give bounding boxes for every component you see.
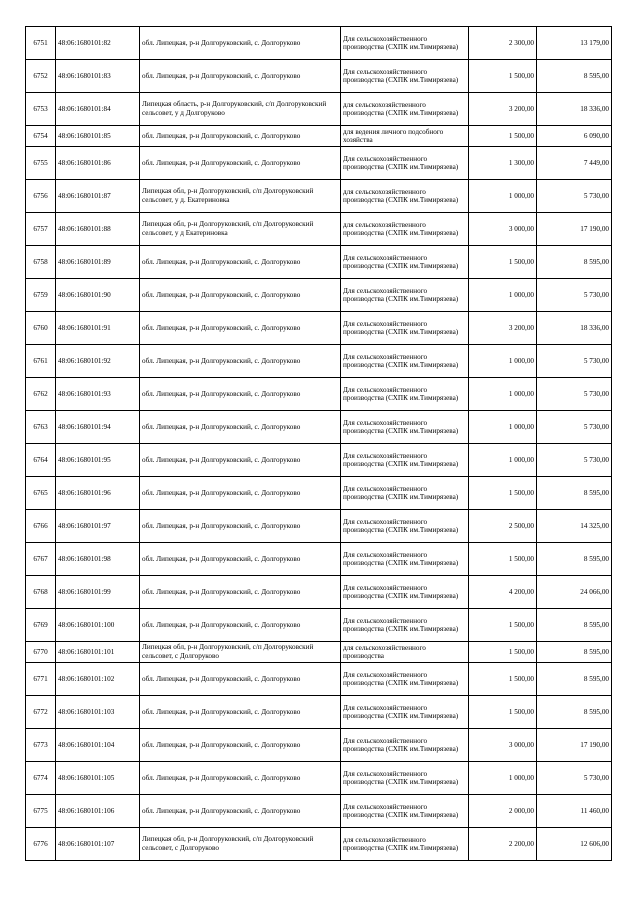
address: обл. Липецкая, р-н Долгоруковский, с. Долгоруково: [140, 729, 341, 762]
permitted-use: Для сельскохозяйственного производства (СХПК им.Тимирязева): [341, 345, 469, 378]
cadastral-value: 8 595,00: [537, 663, 612, 696]
row-number: 6769: [26, 609, 56, 642]
row-number: 6752: [26, 60, 56, 93]
table-row: [26, 345, 612, 378]
cadastral-number: 48:06:1680101:99: [56, 576, 140, 609]
land-parcel-table-page: [25, 26, 611, 861]
row-number: 6775: [26, 795, 56, 828]
permitted-use: Для сельскохозяйственного производства (СХПК им.Тимирязева): [341, 762, 469, 795]
table-row: [26, 279, 612, 312]
address: Липецкая обл, р-н Долгоруковский, с/п Долгоруковский сельсовет, у д. Екатериновка: [140, 180, 341, 213]
table-row: [26, 126, 612, 147]
area: 1 500,00: [469, 642, 537, 663]
area: 2 000,00: [469, 795, 537, 828]
cadastral-number: 48:06:1680101:107: [56, 828, 140, 861]
cadastral-value: 5 730,00: [537, 279, 612, 312]
table-row: [26, 411, 612, 444]
row-number: 6774: [26, 762, 56, 795]
area: 1 000,00: [469, 762, 537, 795]
cadastral-number: 48:06:1680101:95: [56, 444, 140, 477]
cadastral-number: 48:06:1680101:92: [56, 345, 140, 378]
cadastral-number: 48:06:1680101:105: [56, 762, 140, 795]
cadastral-value: 24 066,00: [537, 576, 612, 609]
table-row: [26, 576, 612, 609]
cadastral-value: 8 595,00: [537, 696, 612, 729]
cadastral-value: 17 190,00: [537, 729, 612, 762]
area: 3 200,00: [469, 93, 537, 126]
cadastral-value: 18 336,00: [537, 93, 612, 126]
cadastral-number: 48:06:1680101:84: [56, 93, 140, 126]
address: обл. Липецкая, р-н Долгоруковский, с. Долгоруково: [140, 246, 341, 279]
cadastral-value: 5 730,00: [537, 762, 612, 795]
cadastral-number: 48:06:1680101:98: [56, 543, 140, 576]
row-number: 6773: [26, 729, 56, 762]
row-number: 6764: [26, 444, 56, 477]
cadastral-value: 11 460,00: [537, 795, 612, 828]
address: Липецкая обл, р-н Долгоруковский, с/п Долгоруковский сельсовет, с Долгоруково: [140, 828, 341, 861]
row-number: 6762: [26, 378, 56, 411]
row-number: 6757: [26, 213, 56, 246]
address: обл. Липецкая, р-н Долгоруковский, с. Долгоруково: [140, 795, 341, 828]
permitted-use: Для сельскохозяйственного производства (СХПК им.Тимирязева): [341, 696, 469, 729]
permitted-use: для сельскохозяйственного производства (СХПК им.Тимирязева): [341, 180, 469, 213]
cadastral-number: 48:06:1680101:89: [56, 246, 140, 279]
area: 1 500,00: [469, 663, 537, 696]
row-number: 6755: [26, 147, 56, 180]
cadastral-number: 48:06:1680101:93: [56, 378, 140, 411]
area: 1 000,00: [469, 444, 537, 477]
permitted-use: для ведения личного подсобного хозяйства: [341, 126, 469, 147]
area: 1 500,00: [469, 543, 537, 576]
area: 1 500,00: [469, 126, 537, 147]
row-number: 6772: [26, 696, 56, 729]
address: обл. Липецкая, р-н Долгоруковский, с. Долгоруково: [140, 543, 341, 576]
area: 1 000,00: [469, 180, 537, 213]
area: 1 000,00: [469, 345, 537, 378]
permitted-use: Для сельскохозяйственного производства (СХПК им.Тимирязева): [341, 279, 469, 312]
address: обл. Липецкая, р-н Долгоруковский, с. Долгоруково: [140, 279, 341, 312]
address: обл. Липецкая, р-н Долгоруковский, с. Долгоруково: [140, 147, 341, 180]
area: 1 500,00: [469, 696, 537, 729]
address: обл. Липецкая, р-н Долгоруковский, с. Долгоруково: [140, 696, 341, 729]
table-row: [26, 828, 612, 861]
row-number: 6763: [26, 411, 56, 444]
cadastral-number: 48:06:1680101:104: [56, 729, 140, 762]
row-number: 6760: [26, 312, 56, 345]
cadastral-value: 12 606,00: [537, 828, 612, 861]
address: обл. Липецкая, р-н Долгоруковский, с. Долгоруково: [140, 345, 341, 378]
address: Липецкая область, р-н Долгоруковский, с/п Долгоруковский сельсовет, у д Долгоруково: [140, 93, 341, 126]
permitted-use: Для сельскохозяйственного производства (СХПК им.Тимирязева): [341, 60, 469, 93]
table-row: [26, 93, 612, 126]
permitted-use: Для сельскохозяйственного производства (СХПК им.Тимирязева): [341, 795, 469, 828]
permitted-use: Для сельскохозяйственного производства (СХПК им.Тимирязева): [341, 147, 469, 180]
permitted-use: Для сельскохозяйственного производства (СХПК им.Тимирязева): [341, 477, 469, 510]
cadastral-value: 8 595,00: [537, 246, 612, 279]
cadastral-number: 48:06:1680101:82: [56, 27, 140, 60]
table-row: [26, 729, 612, 762]
area: 1 000,00: [469, 411, 537, 444]
cadastral-number: 48:06:1680101:97: [56, 510, 140, 543]
area: 2 300,00: [469, 27, 537, 60]
area: 1 500,00: [469, 246, 537, 279]
table-row: [26, 60, 612, 93]
table-row: [26, 663, 612, 696]
cadastral-value: 5 730,00: [537, 345, 612, 378]
cadastral-value: 17 190,00: [537, 213, 612, 246]
row-number: 6771: [26, 663, 56, 696]
address: обл. Липецкая, р-н Долгоруковский, с. Долгоруково: [140, 60, 341, 93]
cadastral-value: 14 325,00: [537, 510, 612, 543]
permitted-use: Для сельскохозяйственного производства (СХПК им.Тимирязева): [341, 378, 469, 411]
area: 1 000,00: [469, 279, 537, 312]
cadastral-number: 48:06:1680101:94: [56, 411, 140, 444]
address: обл. Липецкая, р-н Долгоруковский, с. Долгоруково: [140, 378, 341, 411]
cadastral-number: 48:06:1680101:106: [56, 795, 140, 828]
row-number: 6776: [26, 828, 56, 861]
table-row: [26, 543, 612, 576]
cadastral-value: 5 730,00: [537, 180, 612, 213]
permitted-use: для сельскохозяйственного производства (СХПК им.Тимирязева): [341, 213, 469, 246]
cadastral-value: 5 730,00: [537, 411, 612, 444]
land-parcel-table: [25, 26, 612, 861]
cadastral-number: 48:06:1680101:83: [56, 60, 140, 93]
address: обл. Липецкая, р-н Долгоруковский, с. Долгоруково: [140, 27, 341, 60]
area: 2 500,00: [469, 510, 537, 543]
address: обл. Липецкая, р-н Долгоруковский, с. Долгоруково: [140, 576, 341, 609]
table-row: [26, 27, 612, 60]
permitted-use: Для сельскохозяйственного производства (СХПК им.Тимирязева): [341, 609, 469, 642]
area: 1 500,00: [469, 60, 537, 93]
cadastral-value: 18 336,00: [537, 312, 612, 345]
area: 3 000,00: [469, 729, 537, 762]
cadastral-number: 48:06:1680101:100: [56, 609, 140, 642]
area: 2 200,00: [469, 828, 537, 861]
area: 1 300,00: [469, 147, 537, 180]
table-row: [26, 147, 612, 180]
address: Липецкая обл, р-н Долгоруковский, с/п Долгоруковский сельсовет, с Долгоруково: [140, 642, 341, 663]
permitted-use: для сельскохозяйственного производства (СХПК им.Тимирязева): [341, 828, 469, 861]
row-number: 6770: [26, 642, 56, 663]
cadastral-value: 8 595,00: [537, 642, 612, 663]
table-row: [26, 312, 612, 345]
permitted-use: Для сельскохозяйственного производства (СХПК им.Тимирязева): [341, 444, 469, 477]
permitted-use: Для сельскохозяйственного производства (СХПК им.Тимирязева): [341, 729, 469, 762]
cadastral-number: 48:06:1680101:101: [56, 642, 140, 663]
permitted-use: Для сельскохозяйственного производства (СХПК им.Тимирязева): [341, 576, 469, 609]
row-number: 6754: [26, 126, 56, 147]
area: 1 000,00: [469, 378, 537, 411]
table-body: [26, 27, 612, 861]
row-number: 6761: [26, 345, 56, 378]
table-row: [26, 642, 612, 663]
table-row: [26, 510, 612, 543]
address: Липецкая обл, р-н Долгоруковский, с/п Долгоруковский сельсовет, у д Екатериновка: [140, 213, 341, 246]
permitted-use: Для сельскохозяйственного производства (СХПК им.Тимирязева): [341, 543, 469, 576]
cadastral-value: 5 730,00: [537, 378, 612, 411]
cadastral-number: 48:06:1680101:87: [56, 180, 140, 213]
cadastral-value: 7 449,00: [537, 147, 612, 180]
row-number: 6759: [26, 279, 56, 312]
cadastral-value: 8 595,00: [537, 60, 612, 93]
area: 3 200,00: [469, 312, 537, 345]
table-row: [26, 762, 612, 795]
address: обл. Липецкая, р-н Долгоруковский, с. Долгоруково: [140, 762, 341, 795]
address: обл. Липецкая, р-н Долгоруковский, с. Долгоруково: [140, 312, 341, 345]
cadastral-value: 6 090,00: [537, 126, 612, 147]
table-row: [26, 378, 612, 411]
row-number: 6766: [26, 510, 56, 543]
permitted-use: Для сельскохозяйственного производства (СХПК им.Тимирязева): [341, 663, 469, 696]
cadastral-number: 48:06:1680101:96: [56, 477, 140, 510]
permitted-use: Для сельскохозяйственного производства (СХПК им.Тимирязева): [341, 312, 469, 345]
area: 4 200,00: [469, 576, 537, 609]
permitted-use: для сельскохозяйственного производства: [341, 642, 469, 663]
table-row: [26, 477, 612, 510]
area: 3 000,00: [469, 213, 537, 246]
permitted-use: Для сельскохозяйственного производства (СХПК им.Тимирязева): [341, 27, 469, 60]
row-number: 6751: [26, 27, 56, 60]
area: 1 500,00: [469, 477, 537, 510]
cadastral-value: 8 595,00: [537, 477, 612, 510]
row-number: 6768: [26, 576, 56, 609]
cadastral-value: 8 595,00: [537, 609, 612, 642]
cadastral-value: 13 179,00: [537, 27, 612, 60]
permitted-use: Для сельскохозяйственного производства (СХПК им.Тимирязева): [341, 510, 469, 543]
cadastral-value: 5 730,00: [537, 444, 612, 477]
table-row: [26, 444, 612, 477]
table-row: [26, 180, 612, 213]
row-number: 6758: [26, 246, 56, 279]
address: обл. Липецкая, р-н Долгоруковский, с. Долгоруково: [140, 126, 341, 147]
cadastral-value: 8 595,00: [537, 543, 612, 576]
address: обл. Липецкая, р-н Долгоруковский, с. Долгоруково: [140, 663, 341, 696]
cadastral-number: 48:06:1680101:103: [56, 696, 140, 729]
permitted-use: Для сельскохозяйственного производства (СХПК им.Тимирязева): [341, 411, 469, 444]
cadastral-number: 48:06:1680101:85: [56, 126, 140, 147]
table-row: [26, 609, 612, 642]
row-number: 6753: [26, 93, 56, 126]
row-number: 6765: [26, 477, 56, 510]
table-row: [26, 696, 612, 729]
address: обл. Липецкая, р-н Долгоруковский, с. Долгоруково: [140, 510, 341, 543]
permitted-use: Для сельскохозяйственного производства (СХПК им.Тимирязева): [341, 246, 469, 279]
row-number: 6756: [26, 180, 56, 213]
cadastral-number: 48:06:1680101:91: [56, 312, 140, 345]
cadastral-number: 48:06:1680101:90: [56, 279, 140, 312]
address: обл. Липецкая, р-н Долгоруковский, с. Долгоруково: [140, 477, 341, 510]
table-row: [26, 213, 612, 246]
cadastral-number: 48:06:1680101:102: [56, 663, 140, 696]
cadastral-number: 48:06:1680101:86: [56, 147, 140, 180]
address: обл. Липецкая, р-н Долгоруковский, с. Долгоруково: [140, 444, 341, 477]
address: обл. Липецкая, р-н Долгоруковский, с. Долгоруково: [140, 609, 341, 642]
table-row: [26, 795, 612, 828]
table-row: [26, 246, 612, 279]
permitted-use: для сельскохозяйственного производства (СХПК им.Тимирязева): [341, 93, 469, 126]
cadastral-number: 48:06:1680101:88: [56, 213, 140, 246]
row-number: 6767: [26, 543, 56, 576]
address: обл. Липецкая, р-н Долгоруковский, с. Долгоруково: [140, 411, 341, 444]
area: 1 500,00: [469, 609, 537, 642]
